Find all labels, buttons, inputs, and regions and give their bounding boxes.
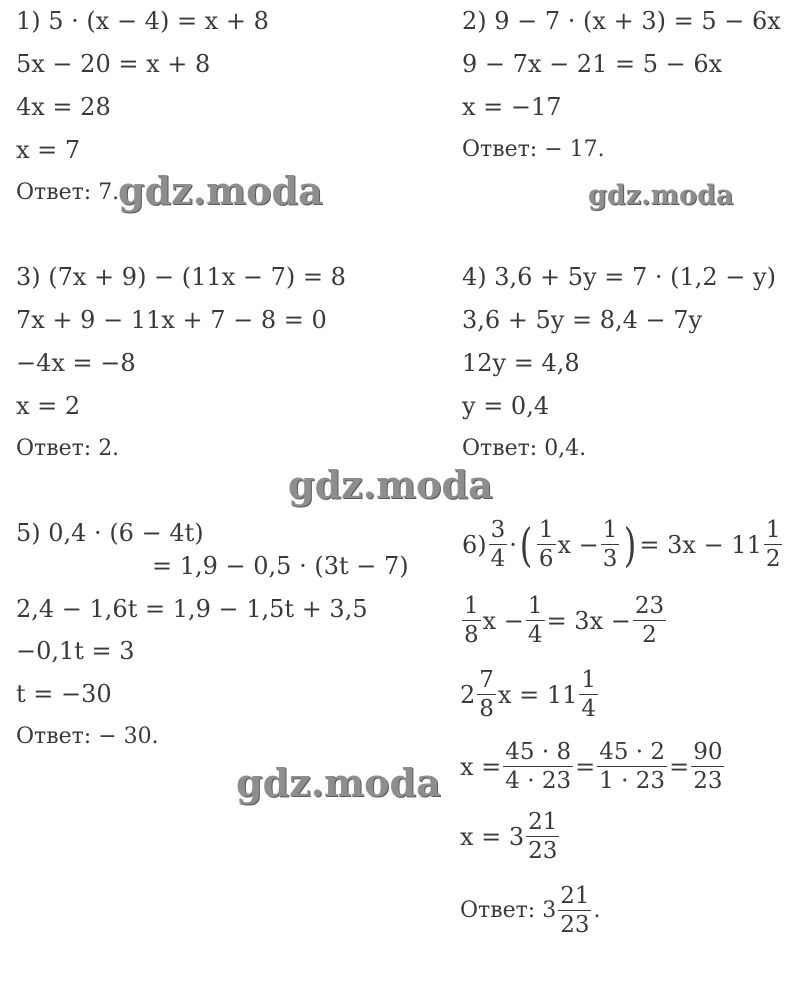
p4-step-1: 3,6 + 5y = 8,4 − 7y <box>462 306 703 334</box>
fraction: $\frac{45 \cdot 2}{1 \cdot 23}$ <box>599 739 666 794</box>
p1-step-2: 4x = 28 <box>16 93 111 121</box>
p1-step-1: 5x − 20 = x + 8 <box>16 50 211 78</box>
watermark-logo: gdz.moda <box>588 180 734 211</box>
p6-equation <box>462 516 784 573</box>
fraction: $\frac{3}{4}$ <box>490 517 506 572</box>
expr: x − <box>557 530 599 559</box>
fraction: $\frac{90}{23}$ <box>693 739 723 794</box>
p5-step-1: 2,4 − 1,6t = 1,9 − 1,5t + 3,5 <box>16 595 368 623</box>
watermark-logo: gdz.moda <box>288 462 493 507</box>
p2-answer: Ответ: − 17. <box>462 137 605 162</box>
p1-answer: Ответ: 7. <box>16 180 120 205</box>
fraction: $\frac{1}{2}$ <box>765 517 781 572</box>
expr: . <box>593 897 601 923</box>
p5-equation-cont: = 1,9 − 0,5 · (3t − 7) <box>152 552 409 580</box>
p5-step-3: t = −30 <box>16 680 112 708</box>
fraction: $\frac{1}{6}$ <box>538 517 554 572</box>
p2-equation: 2) 9 − 7 · (x + 3) = 5 − 6x <box>462 7 781 35</box>
fraction: $\frac{21}{23}$ <box>560 883 590 938</box>
p6-step-4 <box>460 808 561 865</box>
p2-step-1: 9 − 7x − 21 = 5 − 6x <box>462 50 723 78</box>
expr: x = <box>460 752 502 781</box>
fraction: $\frac{23}{2}$ <box>634 593 665 648</box>
watermark-logo: gdz.moda <box>236 760 441 805</box>
p3-step-1: 7x + 9 − 11x + 7 − 8 = 0 <box>16 306 327 334</box>
p5-step-2: −0,1t = 3 <box>16 637 135 665</box>
fraction: $\frac{45 \cdot 8}{4 \cdot 23}$ <box>505 739 572 794</box>
p3-answer: Ответ: 2. <box>16 436 120 461</box>
answer-label: Ответ: 3 <box>460 897 557 923</box>
fraction: $\frac{1}{4}$ <box>527 593 543 648</box>
p1-step-3: x = 7 <box>16 136 81 164</box>
p3-step-3: x = 2 <box>16 392 81 420</box>
expr: x = 3 <box>460 822 525 851</box>
close-paren: ) <box>624 517 637 572</box>
expr: = <box>575 752 596 781</box>
p1-equation: 1) 5 · (x − 4) = x + 8 <box>16 7 269 35</box>
expr: x − <box>482 606 524 635</box>
p6-step-3 <box>460 738 726 795</box>
p6-step-2 <box>460 666 600 723</box>
p3-equation: 3) (7x + 9) − (11x − 7) = 8 <box>16 263 346 291</box>
expr: = <box>669 752 690 781</box>
open-paren: ( <box>519 517 533 572</box>
p5-equation: 5) 0,4 · (6 − 4t) <box>16 519 204 547</box>
expr: = 3x − <box>546 606 631 635</box>
p4-equation: 4) 3,6 + 5y = 7 · (1,2 − y) <box>462 263 776 291</box>
fraction: $\frac{7}{8}$ <box>479 667 494 722</box>
expr: x = 11 <box>497 680 578 709</box>
fraction: $\frac{1}{4}$ <box>581 667 597 722</box>
p6-answer <box>460 882 600 939</box>
p5-answer: Ответ: − 30. <box>16 724 159 749</box>
p4-step-2: 12y = 4,8 <box>462 349 580 377</box>
p4-step-3: y = 0,4 <box>462 392 550 420</box>
expr: 2 <box>460 680 476 709</box>
p6-step-1 <box>460 592 668 649</box>
p2-step-2: x = −17 <box>462 93 562 121</box>
p4-answer: Ответ: 0,4. <box>462 436 587 461</box>
dot: · <box>509 530 517 559</box>
watermark-logo: gdz.moda <box>118 168 323 213</box>
p6-number: 6) <box>462 530 487 559</box>
fraction: $\frac{1}{8}$ <box>464 593 479 648</box>
expr: = 3x − 11 <box>639 530 762 559</box>
p3-step-2: −4x = −8 <box>16 349 136 377</box>
fraction: $\frac{21}{23}$ <box>528 809 558 864</box>
fraction: $\frac{1}{3}$ <box>602 517 618 572</box>
